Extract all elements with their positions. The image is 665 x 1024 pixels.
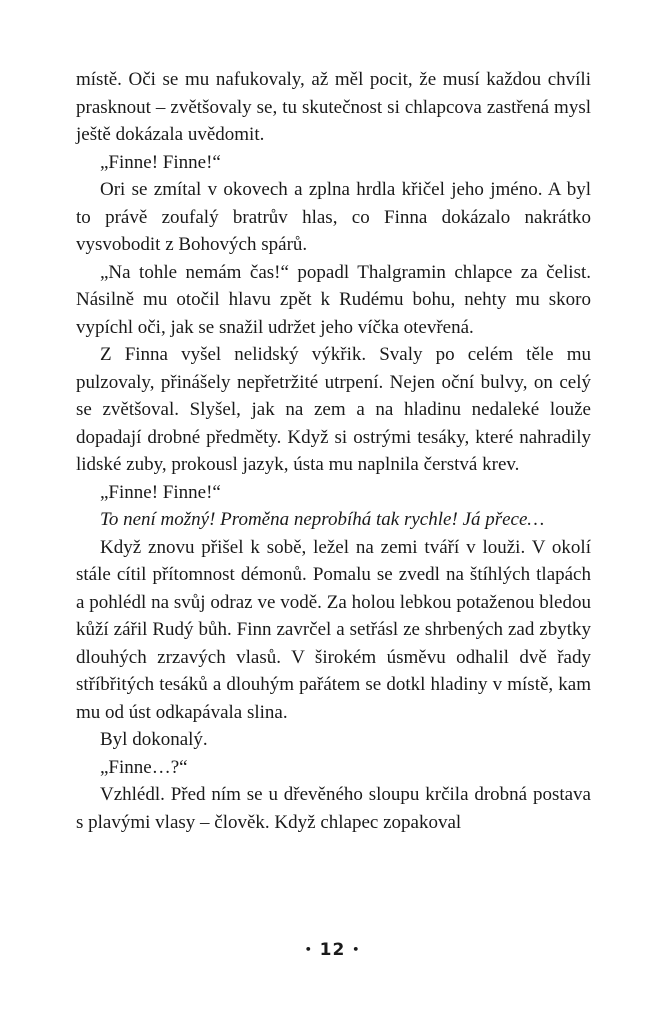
paragraph: Ori se zmítal v okovech a zplna hrdla křičel jeho jméno. A byl to právě zoufalý bratrův hlas, co Finna dokázalo nakrátko vysvobodit z Bohových spárů. <box>76 179 591 255</box>
paragraph: Byl dokonalý. <box>100 729 208 750</box>
paragraph: místě. Oči se mu nafukovaly, až měl pocit, že musí každou chvíli prasknout – zvětšovaly se, tu skutečnost si chlapcova zastřená mysl ještě dokázala uvědomit. <box>76 69 591 145</box>
page-number-value: 12 <box>319 940 346 960</box>
paragraph: Z Finna vyšel nelidský výkřik. Svaly po celém těle mu pulzovaly, přinášely nepřetržité utrpení. Nejen oční bulvy, on celý se zvětšoval. Slyšel, jak na zem a na hladinu nedaleké louže dopadají drobné předměty. Když si ostrými tesáky, které nahradily lidské zuby, prokousl jazyk, ústa mu naplnila čerstvá krev. <box>76 344 591 475</box>
paragraph: Vzhlédl. Před ním se u dřevěného sloupu krčila drobná postava s plavými vlasy – člověk. Když chlapec zopakoval <box>76 784 591 833</box>
paragraph-thought: To není možný! Proměna neprobíhá tak rychle! Já přece… <box>100 509 545 530</box>
body-text <box>76 66 591 836</box>
paragraph: „Finne! Finne!“ <box>100 481 221 503</box>
paragraph: „Finne…?“ <box>100 756 188 778</box>
ornament-dot-left: • <box>304 943 313 956</box>
paragraph: „Na tohle nemám čas!“ popadl Thalgramin chlapce za čelist. Násilně mu otočil hlavu zpět k Rudému bohu, nehty mu skoro vypíchl oči, jak se snažil udržet jeho víčka otevřená. <box>76 261 591 338</box>
ornament-dot-right: • <box>352 943 361 956</box>
paragraph: „Finne! Finne!“ <box>100 151 221 173</box>
paragraph: Když znovu přišel k sobě, ležel na zemi tváří v louži. V okolí stále cítil přítomnost démonů. Pomalu se zvedl na štíhlých tlapách a pohlédl na svůj odraz ve vodě. Za holou lebkou potaženou bledou kůží zářil Rudý bůh. Finn zavrčel a setřásl ze shrbených zad zbytky dlouhých zrzavých vlasů. V širokém úsměvu odhalil dvě řady stříbřitých tesáků a dlouhým pařátem se dotkl hladiny v místě, kam mu od úst odkapávala slina. <box>76 536 591 723</box>
page-number <box>0 940 665 960</box>
